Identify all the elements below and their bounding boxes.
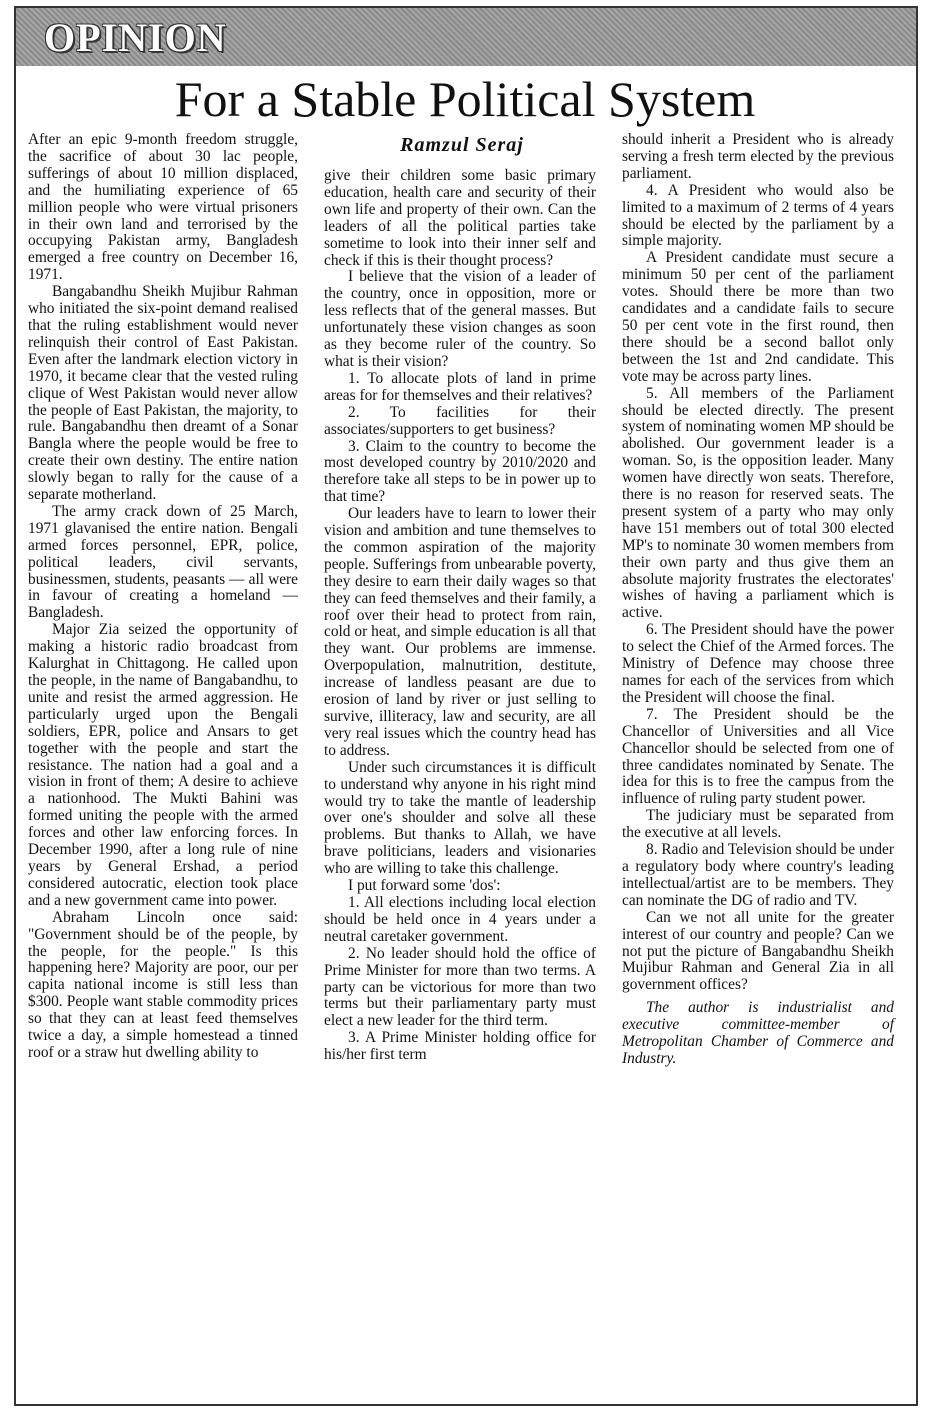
paragraph: 2. No leader should hold the office of Prime Minister for more than two terms. A party can be victorious for more than two terms but their parliamentary party must elect a new leader for the third term. — [324, 944, 596, 1030]
paragraph: 8. Radio and Television should be under a regulatory body where country's leading intellectual/artist are to be members. They can nominate the DG of radio and TV. — [622, 841, 894, 909]
paragraph: give their children some basic primary education, health care and security of their own life and property of their own. Can the leaders of all the political parties take sometime to look into their inner self and check if this is their thought process? — [324, 167, 596, 269]
paragraph: 7. The President should be the Chancellor of Universities and all Vice Chancellor should be selected from one of three candidates nominated by Senate. The idea for this is to free the campus from the influence of ruling party student power. — [622, 705, 894, 808]
paragraph: I believe that the vision of a leader of the country, once in opposition, more or less reflects that of the general masses. But unfortunately these vision changes as soon as they become ruler of the country. So what is their vision? — [324, 268, 596, 370]
article-column-2 — [324, 168, 596, 1064]
section-label: OPINION — [44, 15, 227, 60]
paragraph: After an epic 9-month freedom struggle, the sacrifice of about 30 lac people, sufferings of about 10 million displaced, and the humiliating experience of 65 million people who were virtual prisoners in their own land and terrorised by the occupying Pakistan army, Bangladesh emerged a free country on December 16, 1971. — [28, 131, 298, 284]
paragraph: Can we not all unite for the greater interest of our country and people? Can we not put the picture of Bangabandhu Sheikh Mujibur Rahman and General Zia in all government offices? — [622, 908, 894, 994]
paragraph: 6. The President should have the power to select the Chief of the Armed forces. The Ministry of Defence may choose three names for each of the services from which the President will choose the final. — [622, 621, 894, 706]
article-column-3 — [622, 132, 894, 1068]
paragraph: I put forward some 'dos': — [348, 877, 501, 895]
paragraph: 1. To allocate plots of land in prime areas for for themselves and their relatives? — [324, 369, 596, 404]
paragraph: 5. All members of the Parliament should be elected directly. The present system of nominating women MP should be abolished. Our government leader is a woman. So, is the opposition leader. Many women have directly won seats. Therefore, there is no reason for reserved seats. The present system of a party who may only have 151 members out of total 300 elected MP's to nominate 30 women members from their own party and thus give them an absolute majority frustrates the electorates' wishes of having a parliament which is active. — [622, 384, 894, 622]
headline: For a Stable Political System — [174, 71, 756, 127]
paragraph: The judiciary must be separated from the executive at all levels. — [622, 807, 894, 842]
paragraph: 4. A President who would also be limited to a maximum of 2 terms of 4 years should be elected by the parliament by a simple majority. — [622, 181, 894, 250]
paragraph: The army crack down of 25 March, 1971 glavanised the entire nation. Bengali armed forces personnel, EPR, police, political leaders, civil servants, businessmen, students, peasants — all were in favour of creating a homeland — Bangladesh. — [28, 502, 298, 622]
paragraph: Major Zia seized the opportunity of making a historic radio broadcast from Kalurghat in Chittagong. He called upon the people, in the name of Bangabandhu, to unite and resist the armed aggression. He particularly urged upon the Bengali soldiers, EPR, police and Ansars to get together with the people and start the resistance. The nation had a goal and a vision in front of them; A desire to achieve a nationhood. The Mukti Bahini was formed uniting the people with the armed forces and other law enforcing forces. In December 1990, after a long rule of nine years by General Ershad, a period considered autocratic, election took place and a new government came into power. — [28, 621, 298, 909]
paragraph: Bangabandhu Sheikh Mujibur Rahman who initiated the six-point demand realised that the ruling establishment would never relinquish their control of East Pakistan. Even after the landmark election victory in 1970, it became clear that the vested ruling clique of West Pakistan would never allow the people of East Pakistan, the majority, to rule. Bangabandhu then dreamt of a Sonar Bangla where the people would be free to create their own destiny. The entire nation slowly began to rally for the cause of a separate motherland. — [28, 283, 298, 504]
paragraph: 2. To facilities for their associates/supporters to get business? — [324, 403, 596, 438]
paragraph: 3. Claim to the country to become the most developed country by 2010/2020 and therefore take all steps to be in power up to that time? — [324, 437, 596, 506]
paragraph: 3. A Prime Minister holding office for his/her first term — [324, 1029, 596, 1064]
article-column-1 — [28, 132, 298, 1062]
section-banner — [16, 8, 916, 66]
paragraph: A President candidate must secure a minimum 50 per cent of the parliament votes. Should there be more than two candidates and a candidate fails to secure 50 per cent vote in the first round, then there should be a second ballot only between the 1st and 2nd candidate. This vote may be across party lines. — [622, 249, 894, 385]
paragraph: Our leaders have to learn to lower their vision and ambition and tune themselves to the common aspiration of the majority people. Sufferings from unbearable poverty, they desire to earn their daily wages so that they can feed themselves and their family, a roof over their head to protect from rain, cold or heat, and simple education is all that they want. Our problems are immense. Overpopulation, malnutrition, destitute, increase of landless peasant are due to erosion of land by river or just selling to survive, illiteracy, law and security, are all very real issues which the country head has to address. — [324, 505, 596, 759]
byline: Ramzul Seraj — [400, 134, 524, 156]
paragraph: Under such circumstances it is difficult to understand why anyone in his right mind would try to take the mantle of leadership over one's shoulder and solve all these problems. But thanks to Allah, we have brave politicians, leaders and visionaries who are willing to take this challenge. — [324, 758, 596, 878]
paragraph: Abraham Lincoln once said: "Government should be of the people, by the people, for the people." Is this happening here? Majority are poor, our per capita national income is still less than $300. People want stable commodity prices so that they can at least feed themselves twice a day, a simple homestead a tinned roof or a straw hut dwelling ability to — [28, 908, 298, 1061]
paragraph: 1. All elections including local election should be held once in 4 years under a neutral caretaker government. — [324, 893, 596, 945]
author-note: The author is industrialist and executive committee-member of Metropolitan Chamber of Commerce and Industry. — [622, 999, 894, 1067]
paragraph: should inherit a President who is already serving a fresh term elected by the previous parliament. — [622, 131, 894, 182]
